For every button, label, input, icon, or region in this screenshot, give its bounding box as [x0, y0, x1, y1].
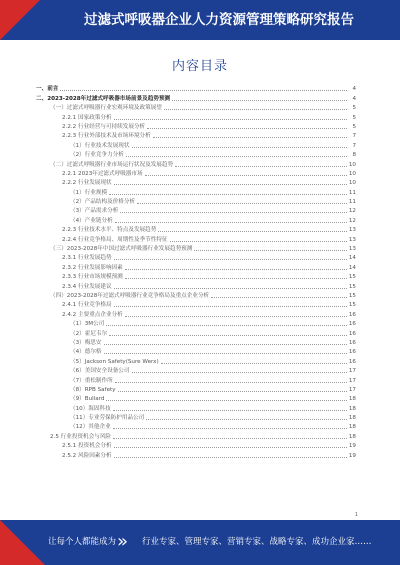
toc-entry[interactable]	[36, 93, 356, 102]
toc-entry[interactable]	[36, 244, 356, 253]
toc-entry[interactable]	[36, 441, 356, 450]
toc-entry-page: 18	[348, 415, 356, 422]
dot-leader	[132, 371, 347, 373]
toc-entry-label: （2）产品结构及价格分析	[70, 199, 136, 206]
toc-entry[interactable]	[36, 413, 356, 422]
toc-entry-page: 10	[348, 180, 356, 187]
toc-entry[interactable]	[36, 197, 356, 206]
toc-entry-label: 2.2.1 国家政策分析	[62, 114, 112, 121]
dot-leader	[164, 108, 347, 110]
dot-leader	[147, 127, 347, 129]
dot-leader	[132, 146, 348, 148]
dot-leader	[145, 174, 347, 176]
toc-entry-page: 10	[348, 170, 356, 177]
toc-entry[interactable]	[36, 300, 356, 309]
toc-entry-label: （2）行业竞争力分析	[70, 152, 124, 159]
toc-entry-page: 13	[348, 246, 356, 253]
footer-slogan-right: 行业专家、管理专家、营销专家、战略专家、成功企业家……	[142, 537, 372, 547]
toc-entry-label: 一、前言	[36, 86, 59, 93]
toc-entry[interactable]	[36, 394, 356, 403]
dot-leader	[170, 240, 347, 242]
toc-entry-label: （9）Bullard	[70, 396, 105, 403]
toc-entry[interactable]	[36, 253, 356, 262]
dot-leader	[113, 427, 347, 429]
toc-entry-label: （1）行业技术发展现状	[70, 142, 130, 149]
toc-entry-label: （3）梅思安	[70, 339, 102, 346]
toc-entry-label: （一）过滤式呼吸器行业宏观环境及政策展望	[50, 105, 162, 112]
dot-leader	[158, 230, 347, 232]
report-title: 过滤式呼吸器企业人力资源管理策略研究报告	[84, 12, 354, 28]
toc-entry-page: 18	[348, 396, 356, 403]
dot-leader	[114, 118, 347, 120]
dot-leader	[114, 305, 347, 307]
toc-entry-label: 2.5 行业投资机会与风险	[50, 433, 112, 440]
toc-entry[interactable]	[36, 131, 356, 140]
toc-entry[interactable]	[36, 366, 356, 375]
toc-entry[interactable]	[36, 215, 356, 224]
toc-entry-label: 2.3.4 行业发展建议	[62, 283, 112, 290]
toc-entry-page: 18	[348, 424, 356, 431]
toc-entry[interactable]	[36, 234, 356, 243]
toc-entry[interactable]	[36, 403, 356, 412]
toc-entry-label: （5）Jackson Safety(Sure Werx)	[70, 358, 159, 365]
toc-entry-page: 8	[352, 152, 356, 159]
dot-leader	[153, 136, 347, 138]
toc-entry-label: （10）海固科技	[70, 405, 111, 412]
dot-leader	[114, 183, 347, 185]
toc-entry-page: 10	[348, 161, 356, 168]
toc-entry[interactable]	[36, 122, 356, 131]
toc-entry[interactable]	[36, 281, 356, 290]
toc-entry[interactable]	[36, 206, 356, 215]
toc-entry-label: 2.4.1 行业竞争格局	[62, 302, 112, 309]
toc-entry-label: 二、2023-2028年过滤式呼吸器市场前景及趋势预测	[36, 95, 171, 102]
toc-entry[interactable]	[36, 385, 356, 394]
dot-leader	[114, 446, 347, 448]
toc-entry[interactable]	[36, 375, 356, 384]
red-corner-decoration	[0, 0, 40, 40]
dot-leader	[113, 409, 347, 411]
red-corner-decoration	[0, 520, 45, 565]
dot-leader	[114, 258, 347, 260]
dot-leader	[120, 211, 347, 213]
toc-entry-page: 15	[348, 292, 356, 299]
toc-entry-label: 2.3.2 行业发展影响因素	[62, 264, 123, 271]
dot-leader	[125, 277, 347, 279]
toc-entry-page: 14	[348, 255, 356, 262]
toc-entry-label: （二）过滤式呼吸器行业市场运行状况及发展趋势	[50, 161, 174, 168]
toc-entry[interactable]	[36, 112, 356, 121]
toc-entry[interactable]	[36, 450, 356, 459]
toc-entry-label: 2.5.1 投资机会分析	[62, 443, 112, 450]
toc-entry[interactable]	[36, 140, 356, 149]
toc-entry-page: 13	[348, 227, 356, 234]
toc-entry-page: 19	[348, 452, 356, 459]
toc-entry-page: 17	[348, 368, 356, 375]
dot-leader	[114, 456, 347, 458]
toc-entry-label: 2.2.2 行业经营与可持续发展分析	[62, 123, 146, 130]
toc-entry[interactable]	[36, 338, 356, 347]
toc-entry-label: 2.2.4 行业竞争格局、周期性及季节性特征	[62, 236, 168, 243]
toc-entry-page: 16	[348, 349, 356, 356]
toc-entry[interactable]	[36, 103, 356, 112]
toc-entry[interactable]	[36, 356, 356, 365]
toc-entry-label: 2.2.3 行业外部技术及市场环境分析	[62, 133, 151, 140]
toc-entry[interactable]	[36, 178, 356, 187]
dot-leader	[109, 334, 347, 336]
toc-entry-label: （1）行业规模	[70, 189, 108, 196]
toc-entry-page: 11	[348, 189, 356, 196]
dot-leader	[161, 362, 347, 364]
toc-entry-page: 7	[352, 142, 356, 149]
toc-entry-label: （7）重松制作所	[70, 377, 113, 384]
dot-leader	[113, 437, 347, 439]
table-of-contents	[36, 84, 356, 460]
toc-entry-label: 2.2.2 行业发展现状	[62, 180, 112, 187]
toc-entry[interactable]	[36, 225, 356, 234]
toc-entry[interactable]	[36, 347, 356, 356]
dot-leader	[60, 89, 347, 91]
toc-entry-label: 2.2.3 行业技术水平、特点及发展趋势	[62, 227, 157, 234]
toc-entry-label: （四）2023-2028年过滤式呼吸器行业竞争格局及重点企业分析	[50, 292, 210, 299]
toc-entry-label: （12）其他企业	[70, 424, 111, 431]
dot-leader	[104, 352, 347, 354]
toc-entry-label: （11）专业劳保防护用品公司	[70, 415, 145, 422]
dot-leader	[172, 99, 347, 101]
toc-entry[interactable]	[36, 328, 356, 337]
toc-entry-label: 2.4.2 主要重点企业分析	[62, 311, 123, 318]
toc-entry[interactable]	[36, 431, 356, 440]
double-chevron-right-icon: »	[117, 531, 129, 552]
footer-slogan-left: 让每个人都能成为	[48, 537, 117, 547]
toc-entry-page: 11	[348, 199, 356, 206]
toc-entry-page: 13	[348, 236, 356, 243]
dot-leader	[109, 193, 347, 195]
toc-entry-page: 19	[348, 443, 356, 450]
dot-leader	[118, 390, 347, 392]
toc-entry-page: 15	[348, 302, 356, 309]
toc-entry[interactable]	[36, 291, 356, 300]
dot-leader	[125, 315, 347, 317]
toc-entry-page: 16	[348, 321, 356, 328]
page-number: 1	[354, 512, 358, 518]
toc-entry-page: 14	[348, 264, 356, 271]
toc-entry-page: 12	[348, 208, 356, 215]
toc-entry-page: 18	[348, 405, 356, 412]
dot-leader	[114, 287, 347, 289]
footer-banner	[0, 520, 400, 565]
toc-entry-page: 16	[348, 311, 356, 318]
toc-entry[interactable]	[36, 319, 356, 328]
toc-entry-page: 7	[352, 133, 356, 140]
toc-entry-page: 15	[348, 274, 356, 281]
toc-entry[interactable]	[36, 262, 356, 271]
dot-leader	[211, 296, 347, 298]
toc-entry-page: 18	[348, 433, 356, 440]
dot-leader	[126, 155, 347, 157]
dot-leader	[125, 268, 347, 270]
toc-entry-page: 4	[352, 86, 356, 93]
toc-entry-label: （4）产业链分析	[70, 217, 113, 224]
toc-entry[interactable]	[36, 169, 356, 178]
toc-entry-page: 5	[352, 114, 356, 121]
dot-leader	[194, 249, 347, 251]
toc-entry[interactable]	[36, 272, 356, 281]
toc-entry[interactable]	[36, 187, 356, 196]
toc-entry-page: 16	[348, 358, 356, 365]
toc-entry-label: （3）产品需求分析	[70, 208, 119, 215]
toc-entry-page: 5	[352, 123, 356, 130]
toc-entry[interactable]	[36, 159, 356, 168]
toc-heading: 内容目录	[171, 59, 228, 74]
toc-entry-page: 15	[348, 283, 356, 290]
dot-leader	[115, 221, 347, 223]
dot-leader	[106, 324, 347, 326]
dot-leader	[104, 343, 347, 345]
toc-entry[interactable]	[36, 84, 356, 93]
toc-entry-label: （6）美国安全设备公司	[70, 368, 130, 375]
toc-entry-label: 2.5.2 风险因素分析	[62, 452, 112, 459]
toc-entry-page: 5	[352, 105, 356, 112]
dot-leader	[146, 418, 347, 420]
header-banner	[0, 0, 400, 40]
toc-entry-page: 17	[348, 386, 356, 393]
toc-entry-label: （8）RPB Safety	[70, 386, 116, 393]
toc-entry-page: 16	[348, 339, 356, 346]
toc-entry-page: 4	[352, 95, 356, 102]
toc-entry-label: 2.3.1 行业发展趋势	[62, 255, 112, 262]
dot-leader	[137, 202, 347, 204]
toc-entry[interactable]	[36, 422, 356, 431]
toc-entry-page: 17	[348, 377, 356, 384]
toc-entry[interactable]	[36, 150, 356, 159]
toc-entry-label: （4）德尔格	[70, 349, 102, 356]
toc-entry-label: 2.3.3 行业市场规模预测	[62, 274, 123, 281]
toc-entry[interactable]	[36, 309, 356, 318]
dot-leader	[175, 165, 347, 167]
toc-entry-label: （1）3M公司	[70, 321, 105, 328]
toc-entry-label: （三）2023-2028年中国过滤式呼吸器行业发展趋势预测	[50, 246, 193, 253]
toc-entry-label: （2）霍尼韦尔	[70, 330, 108, 337]
dot-leader	[106, 399, 346, 401]
toc-entry-page: 16	[348, 330, 356, 337]
dot-leader	[115, 381, 347, 383]
toc-entry-label: 2.2.1 2023年过滤式呼吸器市场	[62, 170, 143, 177]
toc-entry-page: 12	[348, 217, 356, 224]
